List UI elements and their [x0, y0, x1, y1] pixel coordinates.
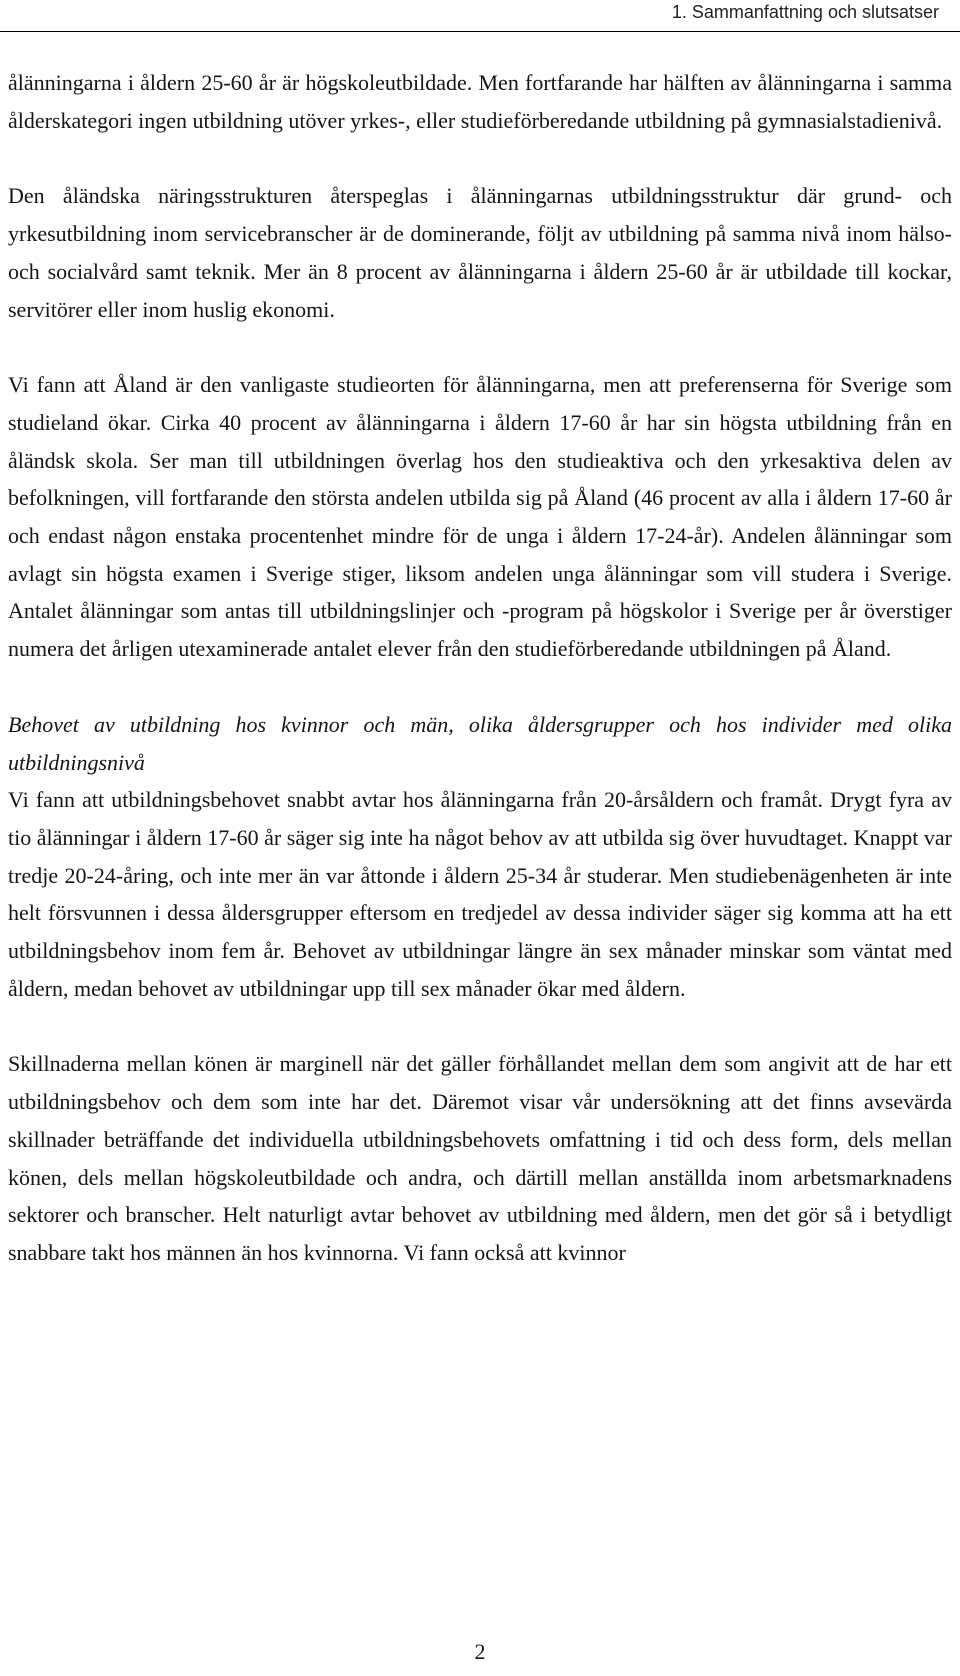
header-divider	[0, 31, 960, 32]
running-header: 1. Sammanfattning och slutsatser	[671, 2, 939, 22]
paragraph-education-level: ålänningarna i åldern 25-60 år är högskoleutbildade. Men fortfarande har hälften av ålänningarna i samma ålderskategori ingen utbildning utöver yrkes-, eller studieförberedande utbildning på gymnasialstadienivå.	[8, 70, 952, 133]
section-subheading: Behovet av utbildning hos kvinnor och män, olika åldersgrupper och hos individer med olika utbildningsnivå	[8, 711, 952, 775]
paragraph-education-need: Vi fann att utbildningsbehovet snabbt avtar hos ålänningarna från 20-årsåldern och framåt. Drygt fyra av tio ålänningar i åldern 17-60 år säger sig inte ha något behov av att utbilda sig över huvudtaget. Knappt var tredje 20-24-åring, och inte mer än var åttonde i åldern 25-34 år studerar. Men studiebenägenheten är inte helt försvunnen i dessa åldersgrupper eftersom en tredjedel av dessa individer säger sig komma att ha ett utbildningsbehov inom fem år. Behovet av utbildningar längre än sex månader minskar som väntat med åldern, medan behovet av utbildningar upp till sex månader ökar med åldern.	[8, 787, 952, 1001]
paragraph-industry-structure: Den åländska näringsstrukturen återspeglas i ålänningarnas utbildningsstruktur där grund- och yrkesutbildning inom servicebranscher är de dominerande, följt av utbildning på samma nivå inom hälso- och socialvård samt teknik. Mer än 8 procent av ålänningarna i åldern 25-60 år är utbildade till kockar, servitörer eller inom huslig ekonomi.	[8, 183, 952, 322]
paragraph-study-location: Vi fann att Åland är den vanligaste studieorten för ålänningarna, men att preferenserna för Sverige som studieland ökar. Cirka 40 procent av ålänningarna i åldern 17-60 år har sin högsta utbildning från en åländsk skola. Ser man till utbildningen överlag hos den studieaktiva och den yrkesaktiva delen av befolkningen, vill fortfarande den största andelen utbilda sig på Åland (46 procent av alla i åldern 17-60 år och endast någon enstaka procentenhet mindre för de unga i åldern 17-24-år). Andelen ålänningar som avlagt sin högsta examen i Sverige stiger, liksom andelen unga ålänningar som vill studera i Sverige. Antalet ålänningar som antas till utbildningslinjer och -program på högskolor i Sverige per år överstiger numera det årligen utexaminerade antalet elever från den studieförberedande utbildningen på Åland.	[8, 372, 952, 662]
page-number: 2	[474, 1639, 486, 1664]
page-body	[8, 64, 952, 1272]
paragraph-gender-differences: Skillnaderna mellan könen är marginell när det gäller förhållandet mellan dem som angivit att de har ett utbildningsbehov och dem som inte har det. Däremot visar vår undersökning att det finns avsevärda skillnader beträffande det individuella utbildningsbehovets omfattning i tid och dess form, dels mellan könen, dels mellan högskoleutbildade och andra, och därtill mellan anställda inom arbetsmarknadens sektorer och branscher. Helt naturligt avtar behovet av utbildning med åldern, men det gör så i betydligt snabbare takt hos männen än hos kvinnorna. Vi fann också att kvinnor	[8, 1051, 952, 1265]
